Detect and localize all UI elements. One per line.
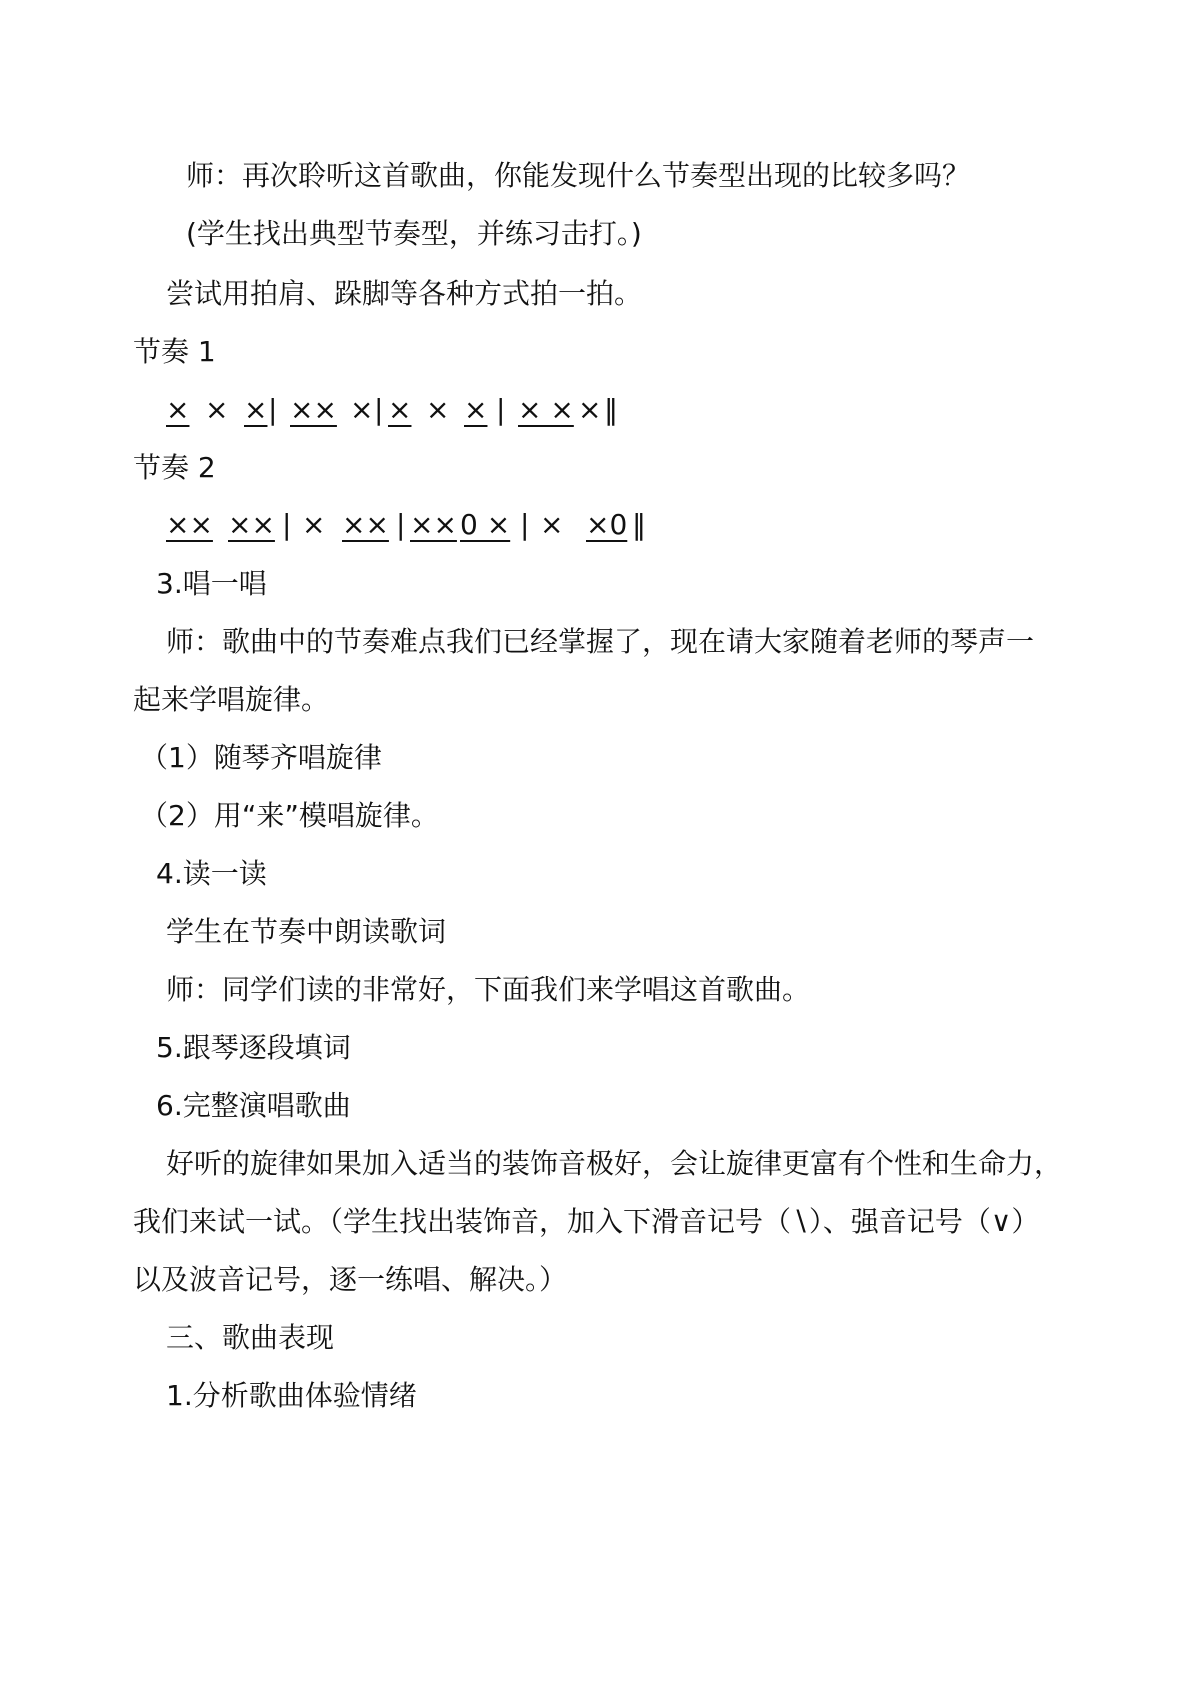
paragraph-teacher-guidance-1: 师：歌曲中的节奏难点我们已经掌握了，现在请大家随着老师的琴声一: [166, 625, 1035, 658]
paragraph-student-activity: (学生找出典型节奏型，并练习击打。): [186, 217, 642, 250]
paragraph-try-clapping: 尝试用拍肩、跺脚等各种方式拍一拍。: [166, 277, 643, 310]
rhythm-note: ×: [205, 393, 229, 426]
rhythm-2-heading: 节奏 2: [133, 451, 216, 484]
paragraph-ornaments-2: 我们来试一试。（学生找出装饰音，加入下滑音记号（∖）、强音记号（∨）: [133, 1205, 1040, 1238]
paragraph-read-lyrics: 学生在节奏中朗读歌词: [166, 915, 447, 948]
rhythm-note: ×: [578, 393, 602, 426]
paragraph-teacher-guidance-2: 起来学唱旋律。: [133, 683, 330, 716]
section-heading-fill-lyrics: 5.跟琴逐段填词: [156, 1031, 351, 1064]
rhythm-note: ×0: [586, 508, 628, 541]
section-heading-full-song: 6.完整演唱歌曲: [156, 1089, 351, 1122]
list-item-sing-with-piano: （1）随琴齐唱旋律: [140, 741, 382, 774]
rhythm-note: ××: [290, 393, 337, 426]
rhythm-note: × ×: [518, 393, 574, 426]
rhythm-note: ××: [166, 508, 213, 541]
bar-line: |: [496, 393, 506, 426]
section-heading-performance: 三、歌曲表现: [166, 1321, 335, 1354]
list-item-hum-melody: （2）用“来”模唱旋律。: [140, 799, 439, 832]
rhythm-note: ×: [244, 393, 268, 426]
end-bar-line: ‖: [632, 508, 646, 541]
rhythm-note: ×: [302, 508, 326, 541]
bar-line: |: [374, 393, 384, 426]
rhythm-note: ×: [464, 393, 488, 426]
rhythm-1-heading: 节奏 1: [133, 335, 216, 368]
rhythm-note: ×: [166, 393, 190, 426]
rhythm-1-notation: [0, 392, 1191, 436]
paragraph-ornaments-3: 以及波音记号，逐一练唱、解决。）: [133, 1263, 568, 1296]
section-heading-analyze-emotion: 1.分析歌曲体验情绪: [166, 1379, 417, 1412]
rhythm-2-notation: [0, 507, 1191, 551]
end-bar-line: ‖: [604, 393, 618, 426]
paragraph-teacher-praise: 师：同学们读的非常好，下面我们来学唱这首歌曲。: [166, 973, 811, 1006]
section-heading-read: 4.读一读: [156, 857, 267, 890]
paragraph-teacher-question: 师：再次聆听这首歌曲，你能发现什么节奏型出现的比较多吗？: [186, 159, 971, 192]
rhythm-note: ×: [426, 393, 450, 426]
bar-line: |: [268, 393, 278, 426]
rhythm-note: ××: [410, 508, 457, 541]
paragraph-ornaments-1: 好听的旋律如果加入适当的装饰音极好，会让旋律更富有个性和生命力，: [166, 1147, 1063, 1180]
rhythm-note: ××: [228, 508, 275, 541]
bar-line: |: [520, 508, 530, 541]
bar-line: |: [396, 508, 406, 541]
section-heading-sing: 3.唱一唱: [156, 567, 267, 600]
bar-line: |: [282, 508, 292, 541]
rhythm-note: ×: [350, 393, 374, 426]
rhythm-note: 0 ×: [460, 508, 511, 541]
rhythm-note: ×: [540, 508, 564, 541]
rhythm-note: ××: [342, 508, 389, 541]
rhythm-note: ×: [388, 393, 412, 426]
